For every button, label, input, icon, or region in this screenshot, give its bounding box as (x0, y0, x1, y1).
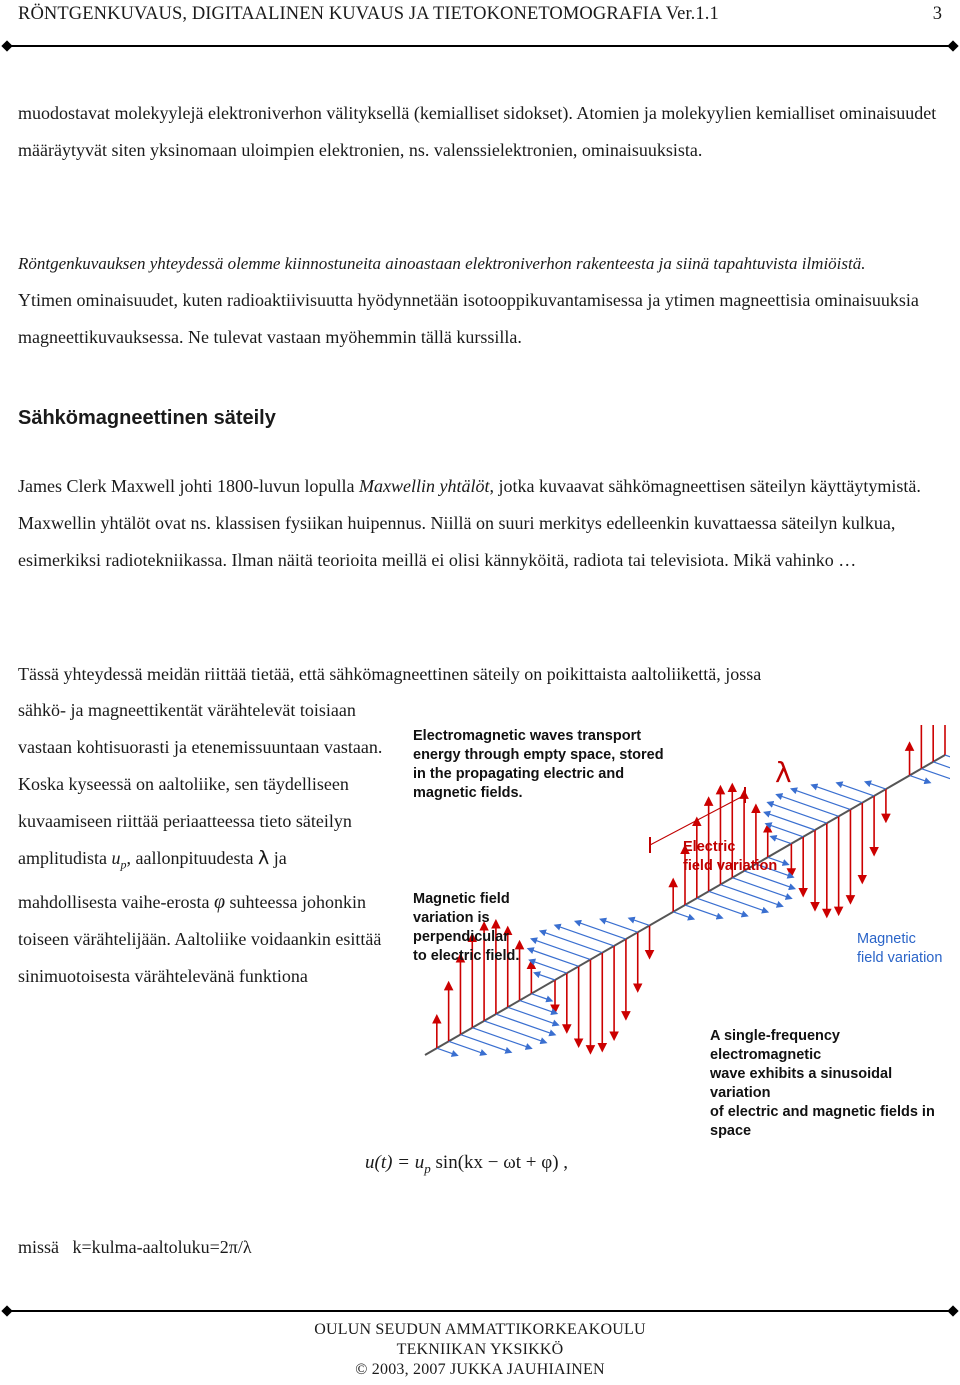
equation-rhs: sin(kx − ωt + φ) , (430, 1152, 569, 1173)
footer-rule-left-diamond-icon (1, 1305, 12, 1316)
footer-institution: OULUN SEUDUN AMMATTIKORKEAKOULU (314, 1321, 646, 1338)
magnetic-field-arrow (673, 912, 692, 918)
footer-unit: TEKNIIKAN YKSIKKÖ (396, 1341, 564, 1358)
electric-label-line: Electric (683, 839, 736, 855)
magnetic-field-arrow (557, 926, 614, 946)
magnetic-field-arrow (814, 786, 863, 803)
magnetic-field-arrow (460, 1035, 509, 1052)
paragraph-electron-shell: muodostavat molekyylejä elektroniverhon välityksellä (kemialliset sidokset). Atomien ja molekyylien kemialliset ominaisuudet määräytyvät siten yksinomaan uloimpien elektronien, ns. valenssielektronien, ominaisuuksista. (18, 103, 937, 160)
magnetic-field-arrow (910, 775, 929, 781)
equation-lhs: u(t) = u (365, 1152, 425, 1173)
magnetic-field-arrow (732, 878, 789, 898)
magnetic-field-arrow (577, 922, 626, 939)
caption-top-line: Electromagnetic waves transport (413, 728, 642, 744)
magnetic-field-arrow (496, 1014, 553, 1034)
magnetic-field-arrow (720, 885, 780, 906)
magnetic-field-arrow (839, 784, 874, 796)
magnetic-field-arrow (602, 920, 637, 932)
magnetic-right-line: Magnetic (857, 931, 916, 947)
footer-rule (5, 1310, 955, 1312)
header-rule (5, 45, 955, 47)
magnetic-field-arrow (536, 974, 555, 980)
magnetic-field-arrow (779, 795, 839, 816)
caption-top (413, 727, 664, 803)
magnetic-field-arrow (531, 994, 550, 1000)
caption-bottom-line: A single-frequency electromagnetic (710, 1028, 840, 1063)
magnetic-field-arrow (921, 769, 950, 781)
caption-top-line: magnetic fields. (413, 785, 523, 801)
header-rule-left-diamond-icon (1, 40, 12, 51)
magnetic-field-arrow (768, 824, 803, 836)
magnetic-field-arrow (945, 755, 950, 775)
wavenumber-definition: missä k=kulma-aaltoluku=2π/λ (18, 1237, 252, 1257)
magnetic-left-line: perpendicular (413, 929, 509, 945)
caption-top-line: energy through empty space, stored (413, 747, 664, 763)
magnetic-field-arrow (472, 1028, 529, 1048)
paragraph-nucleus: Ytimen ominaisuudet, kuten radioaktiivisuutta hyödynnetään isotooppikuvantamisessa ja ytimen magneettisia ominaisuuksia magneettikuvauksessa. Ne tulevat vastaan myöhemmin tällä kurssilla. (18, 290, 919, 347)
section-heading: Sähkömagneettinen säteily (18, 407, 276, 429)
magnetic-field-arrow (484, 1021, 544, 1042)
wavelength-symbol: λ (257, 847, 270, 869)
magnetic-left-line: variation is (413, 910, 490, 926)
caption-top-line: in the propagating electric and (413, 766, 625, 782)
magnetic-left-line: Magnetic field (413, 891, 510, 907)
maxwell-text-b: , jotka kuvaavat sähkömagneettisen säteilyn käyttäytymistä. Maxwellin yhtälöt ovat ns. klassisen fysiikan huipennus. Niillä on suuri merkitys edelleenkin kuvattaessa säteilyn kulkua, esimerkiksi radiotekniikassa. Ilman näitä teorioita meillä ei olisi kännyköitä, radiota tai televisiota. Mikä vahinko … (18, 476, 921, 570)
paragraph-wave-description (18, 692, 388, 995)
magnetic-field-arrow (532, 961, 567, 973)
magnetic-field-arrow (437, 1048, 456, 1054)
magnetic-field-arrow (867, 783, 886, 789)
wave-text-d: suhteessa johonkin toiseen värähtelijään. Aaltoliike voidaankin esittää sinimuotoisesta värähtelevänä funktiona (18, 891, 382, 986)
wave-text-b: , aallonpituudesta (126, 848, 258, 868)
equation-subscript: p (424, 1160, 431, 1176)
magnetic-field-arrow (533, 940, 590, 960)
caption-bottom-line: space (710, 1123, 752, 1139)
amplitude-symbol: u (111, 848, 121, 868)
magnetic-field-arrow (685, 905, 720, 917)
amplitude-subscript: p (120, 857, 127, 872)
magnetic-field-label (857, 930, 942, 968)
wavelength-label: λ (775, 756, 792, 789)
magnetic-field-arrow (520, 1000, 555, 1012)
wave-equation (365, 1152, 568, 1177)
magnetic-field-arrow (508, 1007, 557, 1024)
caption-bottom-line: of electric and magnetic fields in (710, 1104, 935, 1120)
magnetic-perpendicular-label (413, 890, 519, 966)
maxwell-text-a: James Clerk Maxwell johti 1800-luvun lopulla (18, 476, 359, 496)
magnetic-field-arrow (709, 891, 766, 911)
header-rule-right-diamond-icon (947, 40, 958, 51)
phase-symbol: φ (213, 890, 226, 913)
paragraph-xray-interest: Röntgenkuvauksen yhteydessä olemme kiinnostuneita ainoastaan elektroniverhon rakenteesta ja siinä tapahtuvista ilmiöistä. (18, 254, 866, 273)
footer-copyright: © 2003, 2007 JUKKA JAUHIAINEN (355, 1361, 605, 1378)
wave-text-c: ja mahdollisesta vaihe-erosta (18, 848, 287, 912)
magnetic-field-arrow (697, 898, 746, 915)
magnetic-field-arrow (770, 803, 827, 823)
caption-bottom (710, 1027, 950, 1141)
maxwell-equations-term: Maxwellin yhtälöt (358, 476, 490, 496)
paragraph-transverse-wave: Tässä yhteydessä meidän riittää tietää, että sähkömagneettinen säteily on poikittaista aaltoliikettä, jossa (18, 664, 762, 684)
magnetic-left-line: to electric field. (413, 948, 520, 964)
caption-bottom-line: wave exhibits a sinusoidal variation (710, 1066, 893, 1101)
electric-field-label (683, 838, 777, 876)
wave-text-a: sähkö- ja magneettikentät värähtelevät toisiaan vastaan kohtisuorasti ja etenemissuuntaan vastaan. Koska kyseessä on aaltoliike, sen täydelliseen kuvaamiseen riittää periaatteessa tieto säteilyn amplitudista (18, 700, 383, 868)
magnetic-field-arrow (631, 919, 650, 925)
magnetic-field-arrow (793, 790, 850, 810)
em-wave-figure (405, 725, 950, 1139)
electric-label-line: field variation (683, 858, 778, 874)
page-number: 3 (932, 4, 942, 24)
magnetic-field-arrow (449, 1041, 484, 1053)
magnetic-right-line: field variation (857, 950, 943, 966)
magnetic-field-arrow (530, 949, 579, 966)
footer-rule-right-diamond-icon (947, 1305, 958, 1316)
page-footer (0, 1320, 960, 1380)
magnetic-field-arrow (766, 813, 815, 830)
magnetic-field-arrow (542, 932, 602, 953)
document-title: RÖNTGENKUVAUS, DIGITAALINEN KUVAUS JA TIETOKONETOMOGRAFIA Ver.1.1 (18, 4, 719, 24)
paragraph-maxwell (18, 468, 948, 579)
